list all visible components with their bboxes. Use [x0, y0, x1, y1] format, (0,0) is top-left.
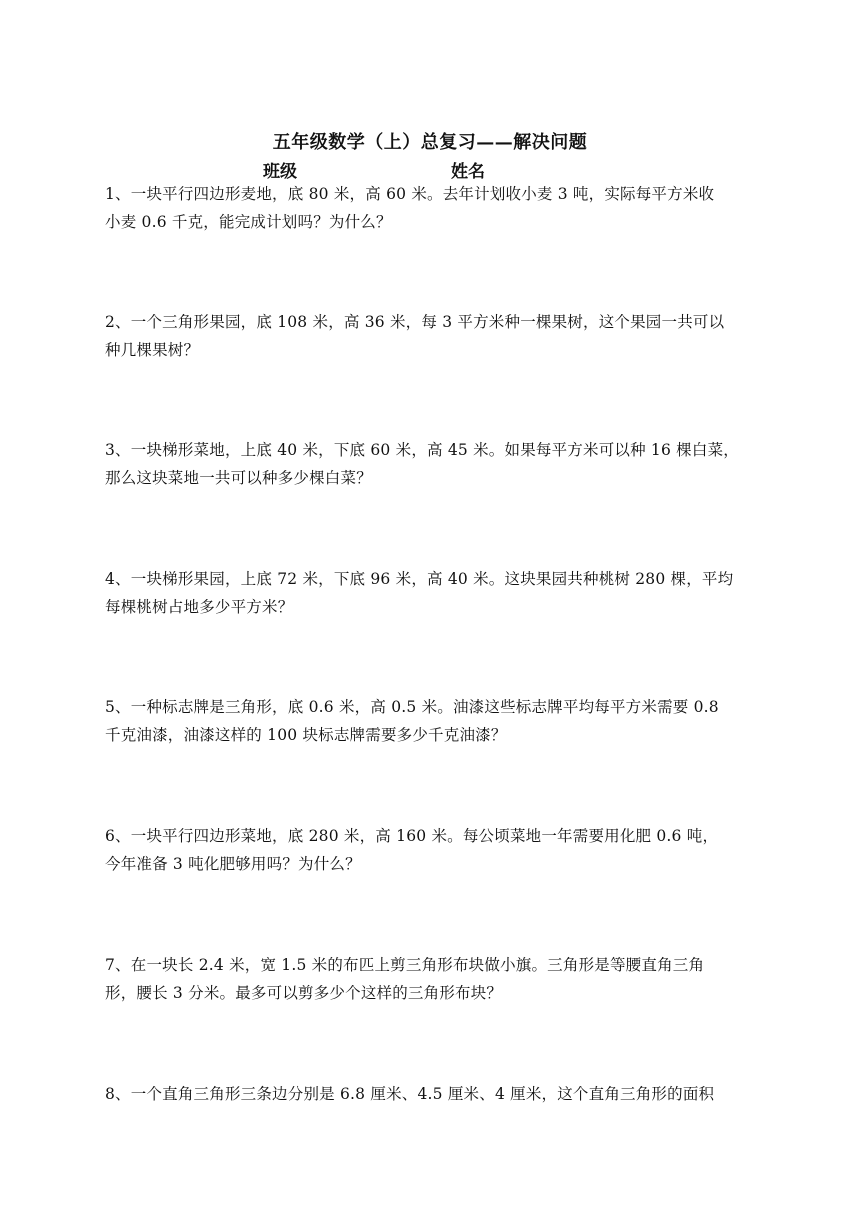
problem-3 — [105, 436, 765, 492]
problem-5 — [105, 693, 765, 749]
problem-line: 8、一个直角三角形三条边分别是 6.8 厘米、4.5 厘米、4 厘米，这个直角三角形的面积 — [105, 1085, 715, 1103]
problem-line: 7、在一块长 2.4 米，宽 1.5 米的布匹上剪三角形布块做小旗。三角形是等腰直角三角 — [105, 956, 705, 974]
name-label: 姓名 — [451, 162, 485, 182]
class-label: 班级 — [263, 162, 297, 182]
problem-line: 种几棵果树？ — [105, 341, 200, 359]
problem-line: 今年准备 3 吨化肥够用吗？为什么？ — [105, 855, 361, 873]
problem-line: 5、一种标志牌是三角形，底 0.6 米，高 0.5 米。油漆这些标志牌平均每平方米需要 0.8 — [105, 698, 719, 716]
problem-1 — [105, 180, 765, 236]
problem-4 — [105, 565, 765, 621]
worksheet-title: 五年级数学（上）总复习——解决问题 — [272, 132, 588, 153]
problem-line: 每棵桃树占地多少平方米？ — [105, 598, 294, 616]
problem-line: 小麦 0.6 千克，能完成计划吗？为什么？ — [105, 213, 392, 231]
problem-7 — [105, 951, 765, 1007]
problem-line: 3、一块梯形菜地，上底 40 米，下底 60 米，高 45 米。如果每平方米可以种 16 棵白菜， — [105, 441, 739, 459]
problem-line: 4、一块梯形果园，上底 72 米，下底 96 米，高 40 米。这块果园共种桃树 280 棵，平均 — [105, 570, 734, 588]
problem-line: 千克油漆，油漆这样的 100 块标志牌需要多少千克油漆？ — [105, 726, 507, 744]
problem-line: 1、一块平行四边形麦地，底 80 米，高 60 米。去年计划收小麦 3 吨，实际每平方米收 — [105, 185, 715, 203]
problem-line: 那么这块菜地一共可以种多少棵白菜？ — [105, 469, 372, 487]
problem-8 — [105, 1080, 765, 1108]
problem-2 — [105, 308, 765, 364]
problem-line: 2、一个三角形果园，底 108 米，高 36 米，每 3 平方米种一棵果树，这个果园一共可以 — [105, 313, 725, 331]
problem-line: 6、一块平行四边形菜地，底 280 米，高 160 米。每公顷菜地一年需要用化肥 0.6 吨， — [105, 827, 719, 845]
problem-line: 形，腰长 3 分米。最多可以剪多少个这样的三角形布块？ — [105, 984, 503, 1002]
problem-6 — [105, 822, 765, 878]
